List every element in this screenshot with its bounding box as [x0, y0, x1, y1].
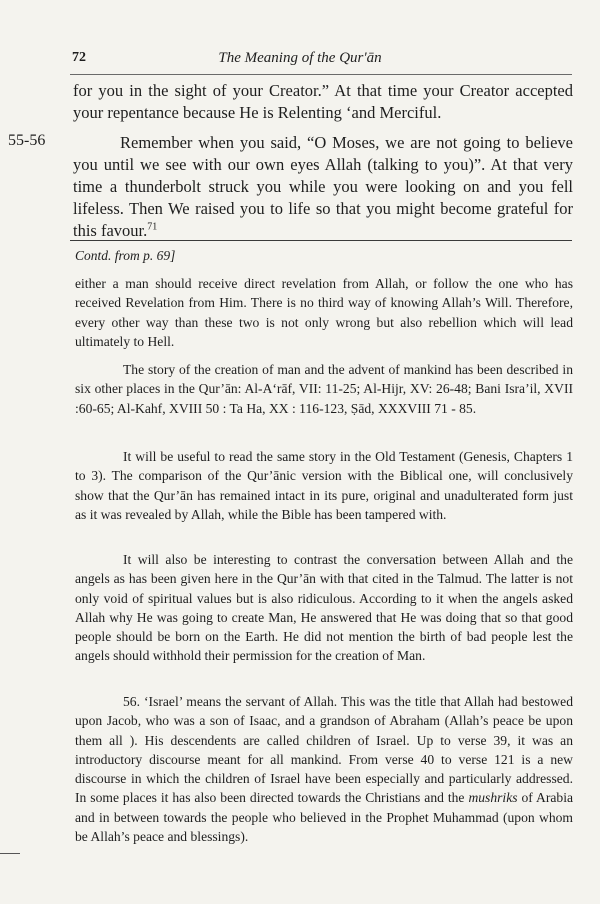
- note-text-1: either a man should receive direct revelation from Allah, or follow the one who has received Revelation from Him. There is no third way of knowing Allah’s Will. Therefore, every other way than these two is not only wrong but also rebellion which will lead ultimately to Hell.: [75, 276, 573, 349]
- continuation-label: Contd. from p. 69]: [75, 248, 176, 263]
- note-text-56: [75, 692, 573, 846]
- note-text-2: The story of the creation of man and the advent of mankind has been described in six other places in the Qur’ān: Al-A‘rāf, VII: 11-25; Al-Hijr, XV: 26-48; Bani Isra’il, XVII :60-65; Al-Kahf, XVIII 50 : Ta Ha, XX : 116-123, Ṣād, XXXVIII 71 - 85.: [75, 362, 573, 416]
- header-rule: [70, 74, 572, 75]
- verse-paragraph: [73, 132, 573, 242]
- note-paragraph-56: [75, 692, 573, 846]
- margin-mark: [0, 853, 20, 854]
- page-header: [0, 50, 600, 74]
- note-paragraph-2: [75, 360, 573, 418]
- running-title: The Meaning of the Qur'ān: [218, 50, 382, 66]
- note-56-part-2: of Arabia and in between towards the people who believed in the Prophet Muhammad (upon whom be Allah’s peace and blessings).: [75, 790, 574, 845]
- footnote-marker: 71: [147, 221, 158, 233]
- footnote-divider: [70, 240, 572, 241]
- note-56-part-1: 56. ‘Israel’ means the servant of Allah. This was the title that Allah had bestowed upon Jacob, who was a son of Isaac, and a grandson of Abraham (Allah’s peace be upon them all ). His descendents are called children of Israel. Up to verse 39, it was an introductory discourse meant for all mankind. From verse 40 to verse 121 is a new discourse in which the children of Israel have been especially and particularly addressed. In some places it has also been directed towards the Christians and the: [75, 694, 573, 806]
- note-paragraph-1: [75, 274, 573, 351]
- verse-reference: 55-56: [8, 132, 46, 149]
- verse-paragraph-body: [73, 132, 573, 242]
- verse-text: Remember when you said, “O Moses, we are not going to believe you until we see with our own eyes Allah (talking to you)”. At that very time a thunderbolt struck you while you were looking on and you fell lifeless. Then We raised you to life so that you might become grateful for this favour.: [73, 133, 573, 240]
- note-paragraph-3: [75, 447, 573, 524]
- verse-continuation-text: for you in the sight of your Creator.” At that time your Creator accepted your repentance because He is Relenting ‘and Merciful.: [73, 81, 573, 122]
- page-number: 72: [72, 50, 86, 65]
- note-text-3: It will be useful to read the same story in the Old Testament (Genesis, Chapters 1 to 3). The comparison of the Qur’ānic version with the Biblical one, will conclusively show that the Qur’ān has remained intact in its pure, original and unadulterated form just as it was revealed by Allah, while the Bible has been tampered with.: [75, 449, 573, 522]
- verse-continuation: [73, 80, 573, 124]
- note-56-term: mushriks: [468, 790, 518, 806]
- note-text-4: It will also be interesting to contrast the conversation between Allah and the angels as has been given here in the Qur’ān with that cited in the Talmud. The latter is not only void of spiritual values but is also ridiculous. According to it when the angels asked Allah why He was going to create Man, He answered that He was doing that so that good people should be born on the Earth. He did not mention the birth of bad people lest the angels should withhold their permission for the creation of Man.: [75, 552, 573, 664]
- note-paragraph-4: [75, 550, 573, 666]
